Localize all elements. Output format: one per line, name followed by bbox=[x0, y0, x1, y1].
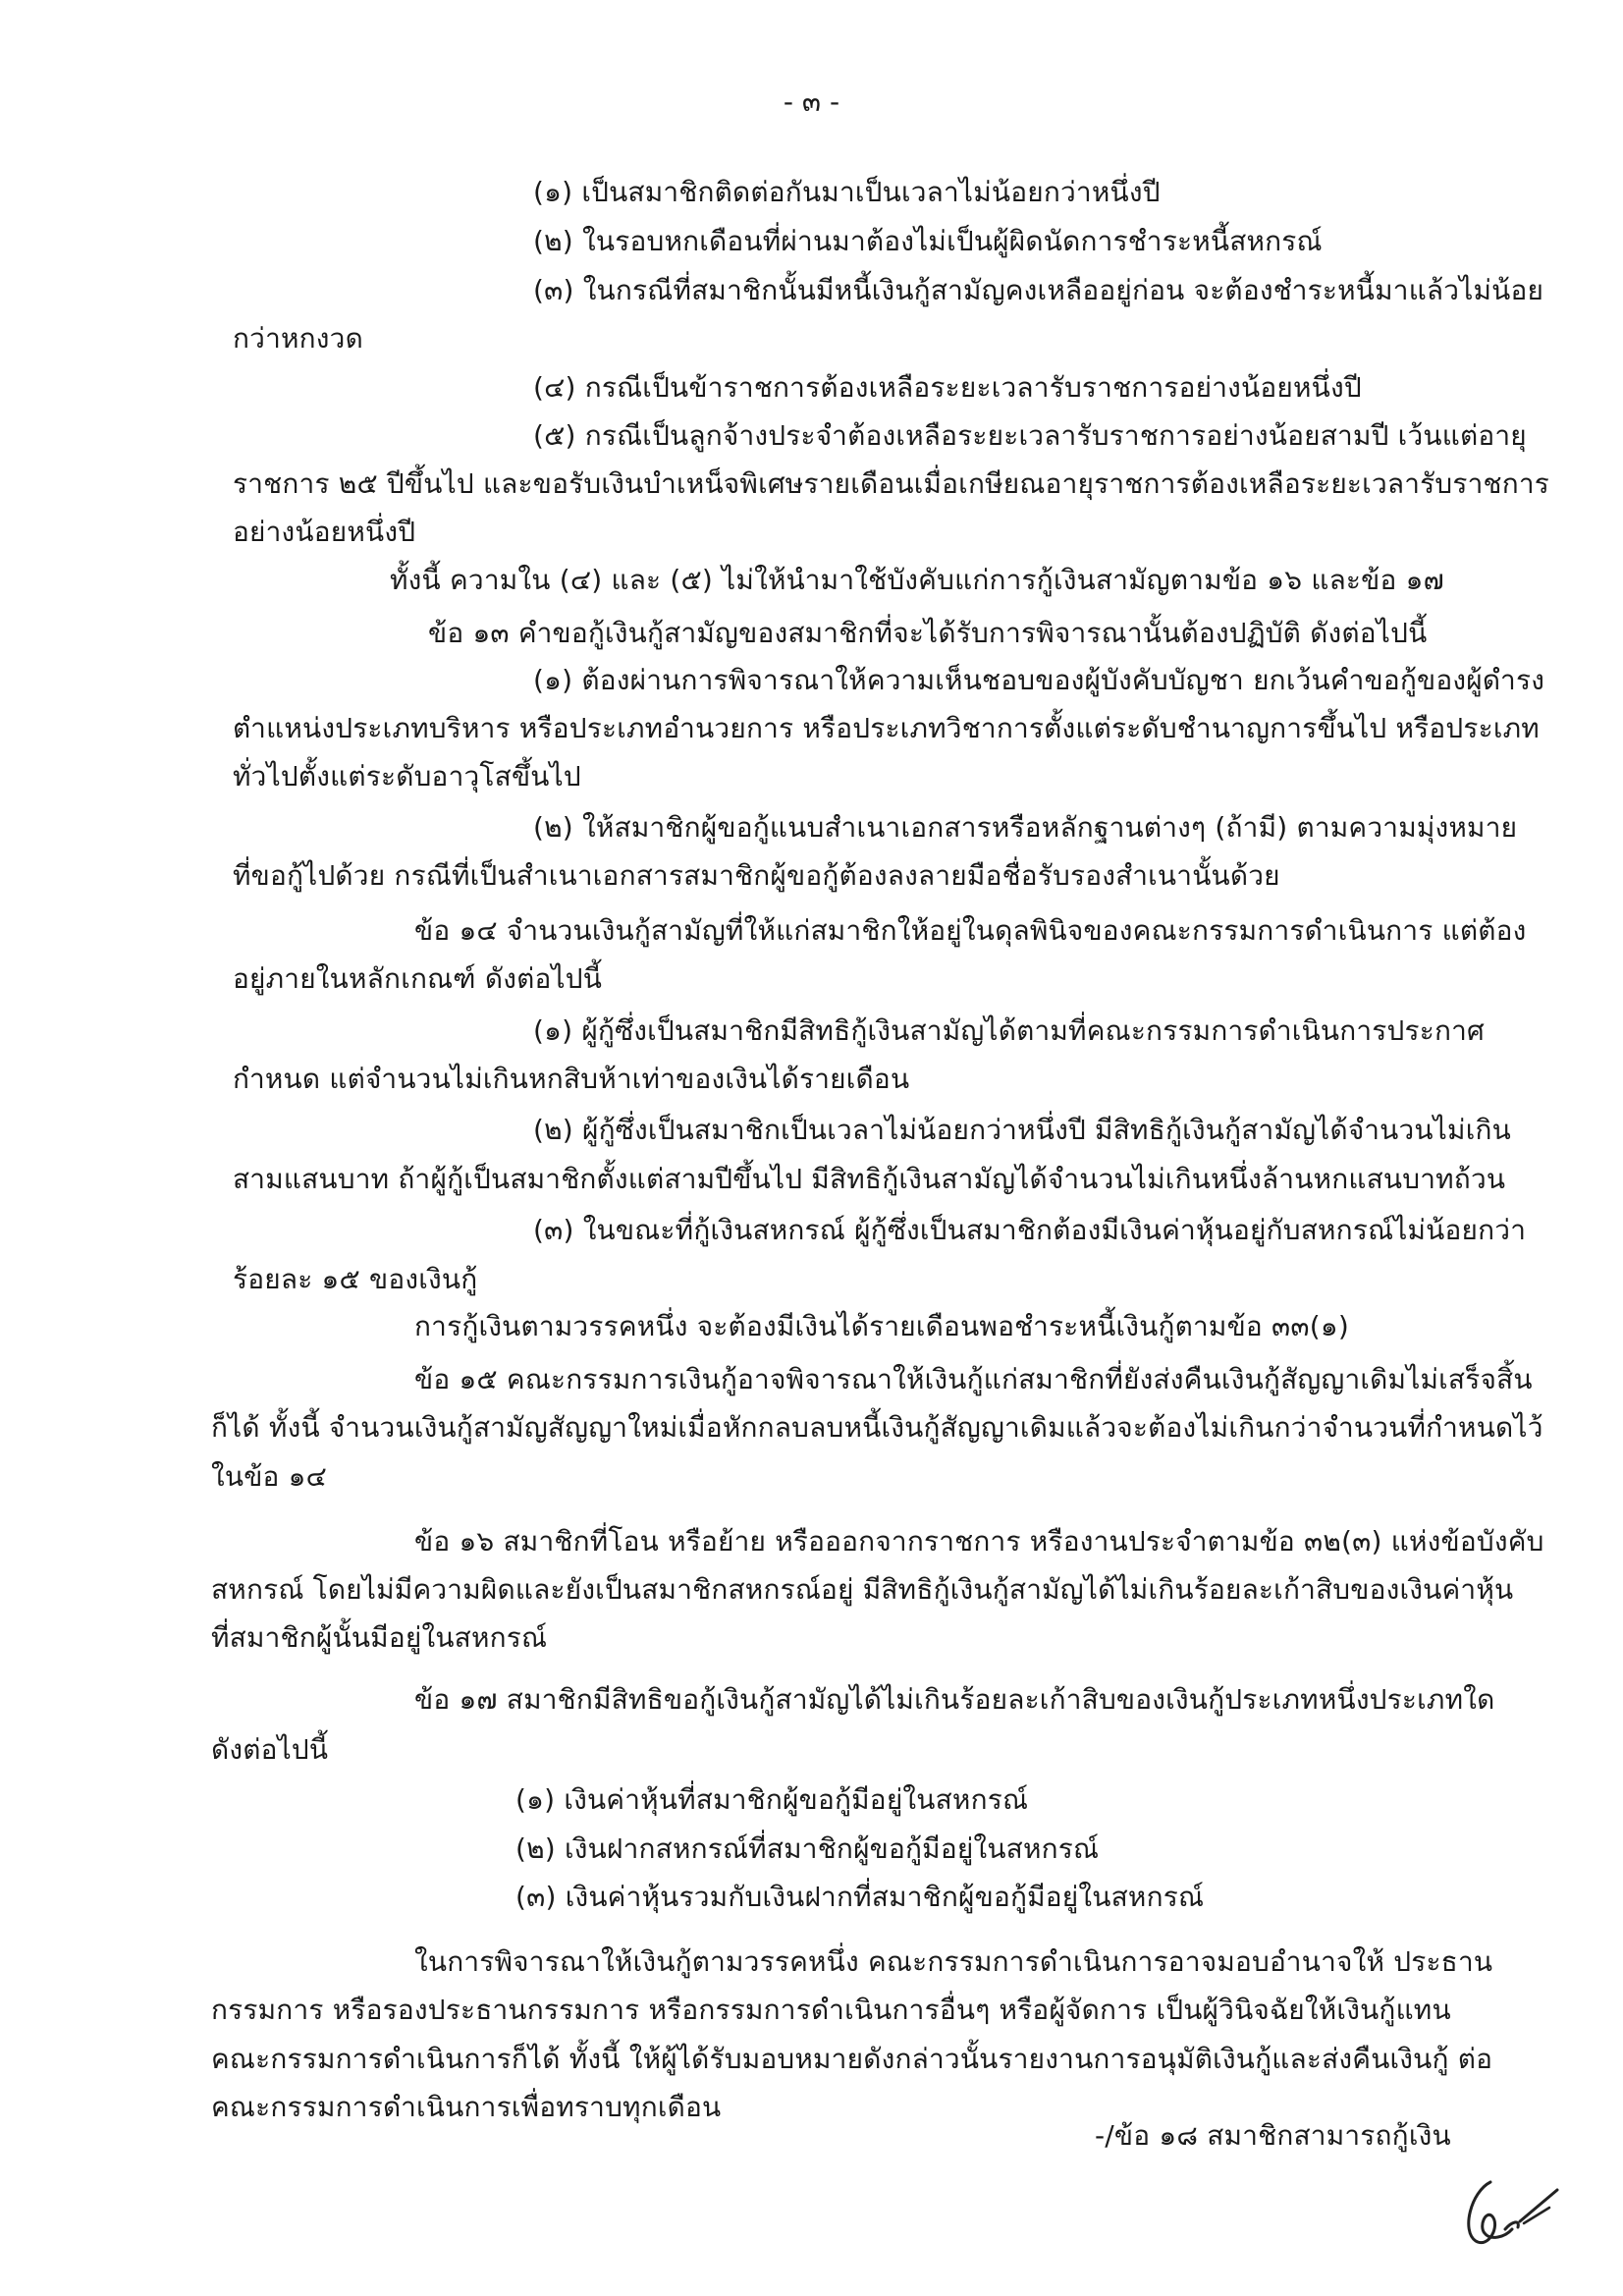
text-line: ในการพิจารณาให้เงินกู้ตามวรรคหนึ่ง คณะกรรมการดำเนินการอาจมอบอำนาจให้ ประธาน bbox=[414, 1945, 1493, 1978]
text-line: ทั้งนี้ ความใน (๔) และ (๕) ไม่ให้นำมาใช้บังคับแก่การกู้เงินสามัญตามข้อ ๑๖ และข้อ ๑๗ bbox=[390, 564, 1444, 596]
text-line: (๕) กรณีเป็นลูกจ้างประจำต้องเหลือระยะเวลารับราชการอย่างน้อยสามปี เว้นแต่อายุ bbox=[533, 419, 1527, 452]
text-line: กำหนด แต่จำนวนไม่เกินหกสิบห้าเท่าของเงินได้รายเดือน bbox=[233, 1063, 910, 1095]
text-line: ที่ขอกู้ไปด้วย กรณีที่เป็นสำเนาเอกสารสมาชิกผู้ขอกู้ต้องลงลายมือชื่อรับรองสำเนานั้นด้วย bbox=[233, 859, 1280, 892]
text-line: ดังต่อไปนี้ bbox=[211, 1733, 329, 1766]
text-line: -/ข้อ ๑๘ สมาชิกสามารถกู้เงิน bbox=[1095, 2119, 1451, 2152]
text-line: ทั่วไปตั้งแต่ระดับอาวุโสขึ้นไป bbox=[233, 760, 581, 793]
text-line: กรรมการ หรือรองประธานกรรมการ หรือกรรมการดำเนินการอื่นๆ หรือผู้จัดการ เป็นผู้วินิจฉัยให้เงินกู้แทน bbox=[211, 1994, 1451, 2026]
text-line: (๒) เงินฝากสหกรณ์ที่สมาชิกผู้ขอกู้มีอยู่ในสหกรณ์ bbox=[515, 1832, 1100, 1865]
text-line: อยู่ภายในหลักเกณฑ์ ดังต่อไปนี้ bbox=[233, 962, 603, 995]
text-line: ที่สมาชิกผู้นั้นมีอยู่ในสหกรณ์ bbox=[211, 1621, 548, 1654]
text-line: ข้อ ๑๖ สมาชิกที่โอน หรือย้าย หรือออกจากราชการ หรืองานประจำตามข้อ ๓๒(๓) แห่งข้อบังคับ bbox=[414, 1525, 1544, 1558]
text-line: สหกรณ์ โดยไม่มีความผิดและยังเป็นสมาชิกสหกรณ์อยู่ มีสิทธิกู้เงินกู้สามัญได้ไม่เกินร้อยละเก้าสิบของเงินค่าหุ้น bbox=[211, 1573, 1514, 1606]
text-line: (๓) ในขณะที่กู้เงินสหกรณ์ ผู้กู้ซึ่งเป็นสมาชิกต้องมีเงินค่าหุ้นอยู่กับสหกรณ์ไม่น้อยกว่า bbox=[533, 1214, 1527, 1246]
text-line: สามแสนบาท ถ้าผู้กู้เป็นสมาชิกตั้งแต่สามปีขึ้นไป มีสิทธิกู้เงินสามัญได้จำนวนไม่เกินหนึ่งล้านหกแสนบาทถ้วน bbox=[233, 1163, 1506, 1195]
text-line: (๔) กรณีเป็นข้าราชการต้องเหลือระยะเวลารับราชการอย่างน้อยหนึ่งปี bbox=[533, 371, 1362, 404]
text-line: ก็ได้ ทั้งนี้ จำนวนเงินกู้สามัญสัญญาใหม่เมื่อหักกลบลบหนี้เงินกู้สัญญาเดิมแล้วจะต้องไม่เกินกว่าจำนวนที่กำหนดไว้ bbox=[211, 1411, 1543, 1444]
text-line: (๓) ในกรณีที่สมาชิกนั้นมีหนี้เงินกู้สามัญคงเหลืออยู่ก่อน จะต้องชำระหนี้มาแล้วไม่น้อย bbox=[533, 274, 1544, 306]
text-line: คณะกรรมการดำเนินการเพื่อทราบทุกเดือน bbox=[211, 2091, 722, 2123]
text-line: (๑) ต้องผ่านการพิจารณาให้ความเห็นชอบของผู้บังคับบัญชา ยกเว้นคำขอกู้ของผู้ดำรง bbox=[533, 664, 1545, 696]
text-line: การกู้เงินตามวรรคหนึ่ง จะต้องมีเงินได้รายเดือนพอชำระหนี้เงินกู้ตามข้อ ๓๓(๑) bbox=[414, 1310, 1349, 1342]
text-line: (๒) ในรอบหกเดือนที่ผ่านมาต้องไม่เป็นผู้ผิดนัดการชำระหนี้สหกรณ์ bbox=[533, 225, 1323, 257]
text-line: (๑) ผู้กู้ซึ่งเป็นสมาชิกมีสิทธิกู้เงินสามัญได้ตามที่คณะกรรมการดำเนินการประกาศ bbox=[533, 1014, 1486, 1047]
text-line: ข้อ ๑๔ จำนวนเงินกู้สามัญที่ให้แก่สมาชิกให้อยู่ในดุลพินิจของคณะกรรมการดำเนินการ แต่ต้อง bbox=[414, 914, 1527, 947]
signature-initials bbox=[1451, 2172, 1569, 2261]
text-line: ตำแหน่งประเภทบริหาร หรือประเภทอำนวยการ หรือประเภทวิชาการตั้งแต่ระดับชำนาญการขึ้นไป หรือประเภท bbox=[233, 712, 1540, 744]
text-line: กว่าหกงวด bbox=[233, 322, 363, 355]
text-line: ในข้อ ๑๔ bbox=[211, 1460, 328, 1493]
text-line: ข้อ ๑๕ คณะกรรมการเงินกู้อาจพิจารณาให้เงินกู้แก่สมาชิกที่ยังส่งคืนเงินกู้สัญญาเดิมไม่เสร็จสิ้น bbox=[414, 1363, 1533, 1395]
text-line: (๓) เงินค่าหุ้นรวมกับเงินฝากที่สมาชิกผู้ขอกู้มีอยู่ในสหกรณ์ bbox=[515, 1881, 1205, 1913]
text-line: ราชการ ๒๕ ปีขึ้นไป และขอรับเงินบำเหน็จพิเศษรายเดือนเมื่อเกษียณอายุราชการต้องเหลือระยะเวลารับราชการ bbox=[233, 467, 1550, 500]
text-line: ข้อ ๑๗ สมาชิกมีสิทธิขอกู้เงินกู้สามัญได้ไม่เกินร้อยละเก้าสิบของเงินกู้ประเภทหนึ่งประเภทใด bbox=[414, 1683, 1495, 1716]
text-line: (๒) ให้สมาชิกผู้ขอกู้แนบสำเนาเอกสารหรือหลักฐานต่างๆ (ถ้ามี) ตามความมุ่งหมาย bbox=[533, 811, 1518, 844]
page-number: - ๓ - bbox=[783, 85, 840, 118]
text-line: (๑) เป็นสมาชิกติดต่อกันมาเป็นเวลาไม่น้อยกว่าหนึ่งปี bbox=[533, 176, 1161, 208]
text-line: ข้อ ๑๓ คำขอกู้เงินกู้สามัญของสมาชิกที่จะได้รับการพิจารณานั้นต้องปฏิบัติ ดังต่อไปนี้ bbox=[428, 617, 1428, 649]
text-line: คณะกรรมการดำเนินการก็ได้ ทั้งนี้ ให้ผู้ได้รับมอบหมายดังกล่าวนั้นรายงานการอนุมัติเงินกู้และส่งคืนเงินกู้ ต่อ bbox=[211, 2043, 1493, 2075]
text-line: อย่างน้อยหนึ่งปี bbox=[233, 516, 416, 548]
text-line: ร้อยละ ๑๕ ของเงินกู้ bbox=[233, 1263, 478, 1295]
text-line: (๒) ผู้กู้ซึ่งเป็นสมาชิกเป็นเวลาไม่น้อยกว่าหนึ่งปี มีสิทธิกู้เงินกู้สามัญได้จำนวนไม่เกิน bbox=[533, 1114, 1511, 1146]
text-line: (๑) เงินค่าหุ้นที่สมาชิกผู้ขอกู้มีอยู่ในสหกรณ์ bbox=[515, 1783, 1029, 1816]
